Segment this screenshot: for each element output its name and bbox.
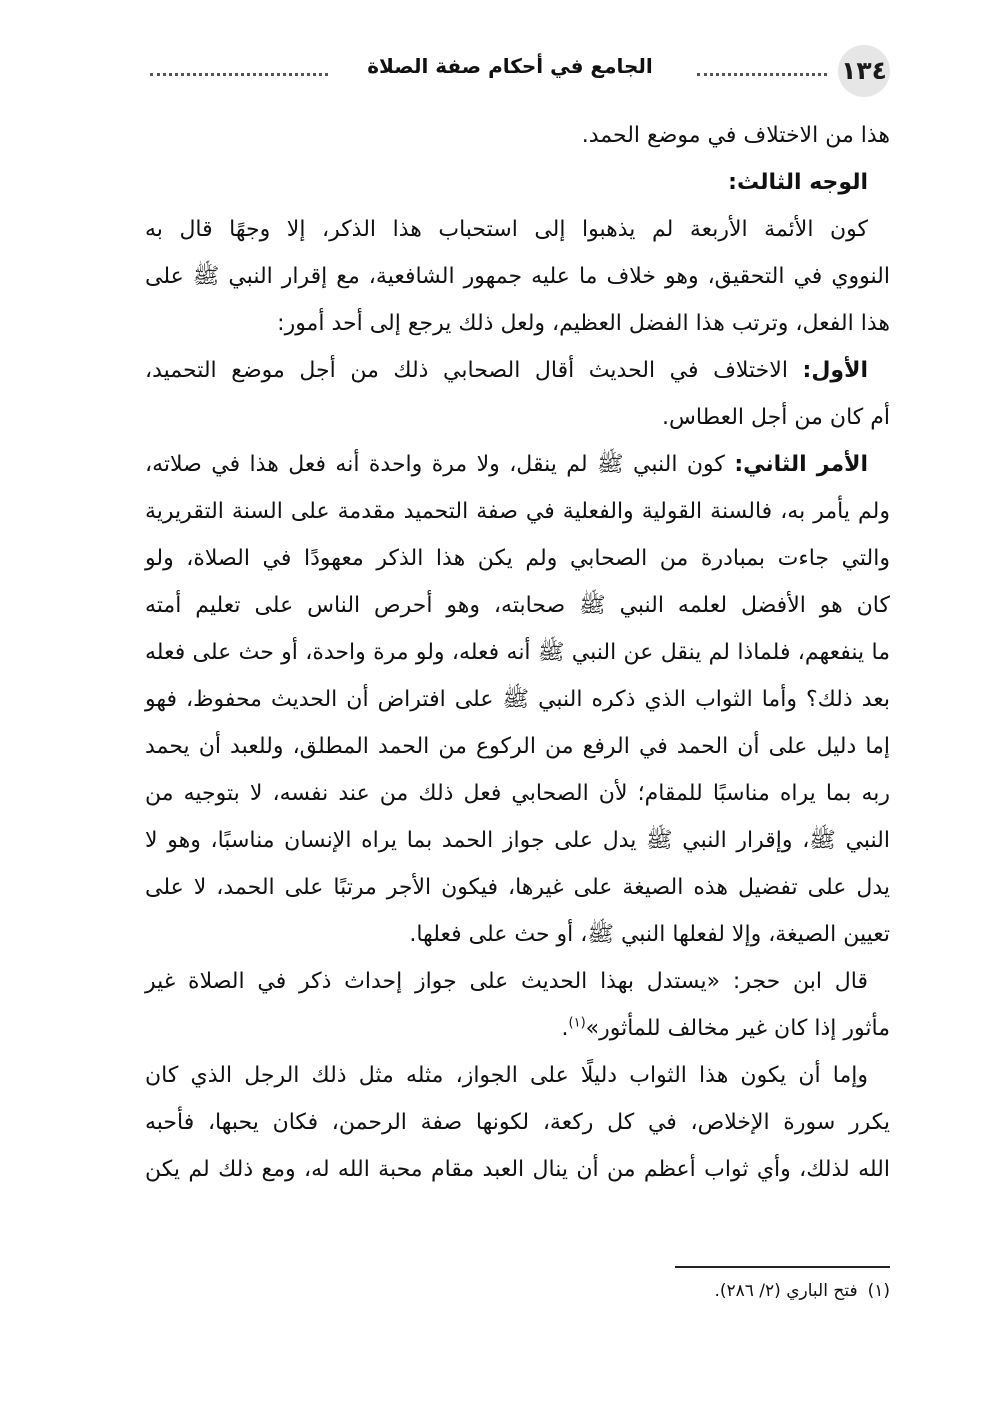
running-title: الجامع في أحكام صفة الصلاة: [367, 54, 653, 78]
page-number-badge: ١٣٤: [838, 45, 890, 97]
footnote-reference: (١): [568, 1015, 586, 1031]
line-text-end: .: [561, 1016, 569, 1041]
text-line: [145, 347, 890, 394]
text-line: وإما أن يكون هذا الثواب دليلًا على الجواز، مثله مثل ذلك الرجل الذي كان: [145, 1063, 868, 1088]
footnote-text: فتح الباري (٢/ ٢٨٦).: [714, 1281, 858, 1301]
text-line: الله لذلك، وأي ثواب أعظم من أن ينال العبد مقام محبة الله له، ومع ذلك لم يكن: [145, 1157, 890, 1182]
header-dotted-rule-left: [150, 73, 328, 76]
text-line: تعيين الصيغة، وإلا لفعلها النبي ﷺ، أو حث على فعلها.: [409, 922, 890, 947]
text-line: بعد ذلك؟ وأما الثواب الذي ذكره النبي ﷺ على افتراض أن الحديث محفوظ، فهو: [145, 687, 890, 712]
footnote-number: (١): [867, 1281, 890, 1301]
line-text: كون النبي ﷺ لم ينقل، ولا مرة واحدة أنه فعل هذا في صلاته،: [145, 452, 735, 477]
text-line: يكرر سورة الإخلاص، في كل ركعة، لكونها صفة الرحمن، فكان يحبها، فأحبه: [145, 1110, 890, 1135]
text-line: كان هو الأفضل لعلمه النبي ﷺ صحابته، وهو أحرص الناس على تعليم أمته: [145, 593, 890, 618]
text-line: النبي ﷺ، وإقرار النبي ﷺ يدل على جواز الحمد بما يراه الإنسان مناسبًا، وهو لا: [145, 828, 890, 853]
text-line: كون الأئمة الأربعة لم يذهبوا إلى استحباب هذا الذكر، إلا وجهًا قال به: [145, 217, 868, 242]
text-line: قال ابن حجر: «يستدل بهذا الحديث على جواز إحداث ذكر في الصلاة غير: [145, 969, 868, 994]
page-header: [145, 44, 890, 96]
paragraph-label: الأول:: [802, 358, 868, 383]
text-line: [145, 1005, 890, 1052]
text-line: والتي جاءت بمبادرة من الصحابي ولم يكن هذا الذكر معهودًا في الصلاة، ولو: [145, 546, 890, 571]
paragraph-label: الأمر الثاني:: [734, 452, 869, 477]
section-heading: الوجه الثالث:: [728, 170, 868, 195]
body-text: [145, 112, 890, 1193]
text-line: يدل على تفضيل هذه الصيغة على غيرها، فيكون الأجر مرتبًا على الحمد، لا على: [145, 875, 890, 900]
text-line: النووي في التحقيق، وهو خلاف ما عليه جمهور الشافعية، مع إقرار النبي ﷺ على: [145, 264, 890, 289]
text-line: ولم يأمر به، فالسنة القولية والفعلية في صفة التحميد مقدمة على السنة التقريرية: [145, 499, 890, 524]
text-line: إما دليل على أن الحمد في الرفع من الركوع من الحمد المطلق، وللعبد أن يحمد: [145, 734, 890, 759]
text-line: ما ينفعهم، فلماذا لم ينقل عن النبي ﷺ أنه فعله، ولو مرة واحدة، أو حث على فعله: [145, 640, 890, 665]
text-line: هذا من الاختلاف في موضع الحمد.: [581, 123, 890, 148]
line-text: مأثور إذا كان غير مخالف للمأثور»: [585, 1016, 890, 1041]
text-line: أم كان من أجل العطاس.: [662, 405, 890, 430]
footnote-separator: [675, 1266, 890, 1268]
line-text: الاختلاف في الحديث أقال الصحابي ذلك من أجل موضع التحميد،: [145, 358, 803, 383]
text-line: [145, 441, 890, 488]
text-line: هذا الفعل، وترتب هذا الفضل العظيم، ولعل ذلك يرجع إلى أحد أمور:: [277, 311, 890, 336]
footnote: [145, 1276, 890, 1306]
text-line: ربه بما يراه مناسبًا للمقام؛ لأن الصحابي فعل ذلك من عند نفسه، لا بتوجيه من: [145, 781, 890, 806]
header-dotted-rule-right: [697, 73, 827, 76]
